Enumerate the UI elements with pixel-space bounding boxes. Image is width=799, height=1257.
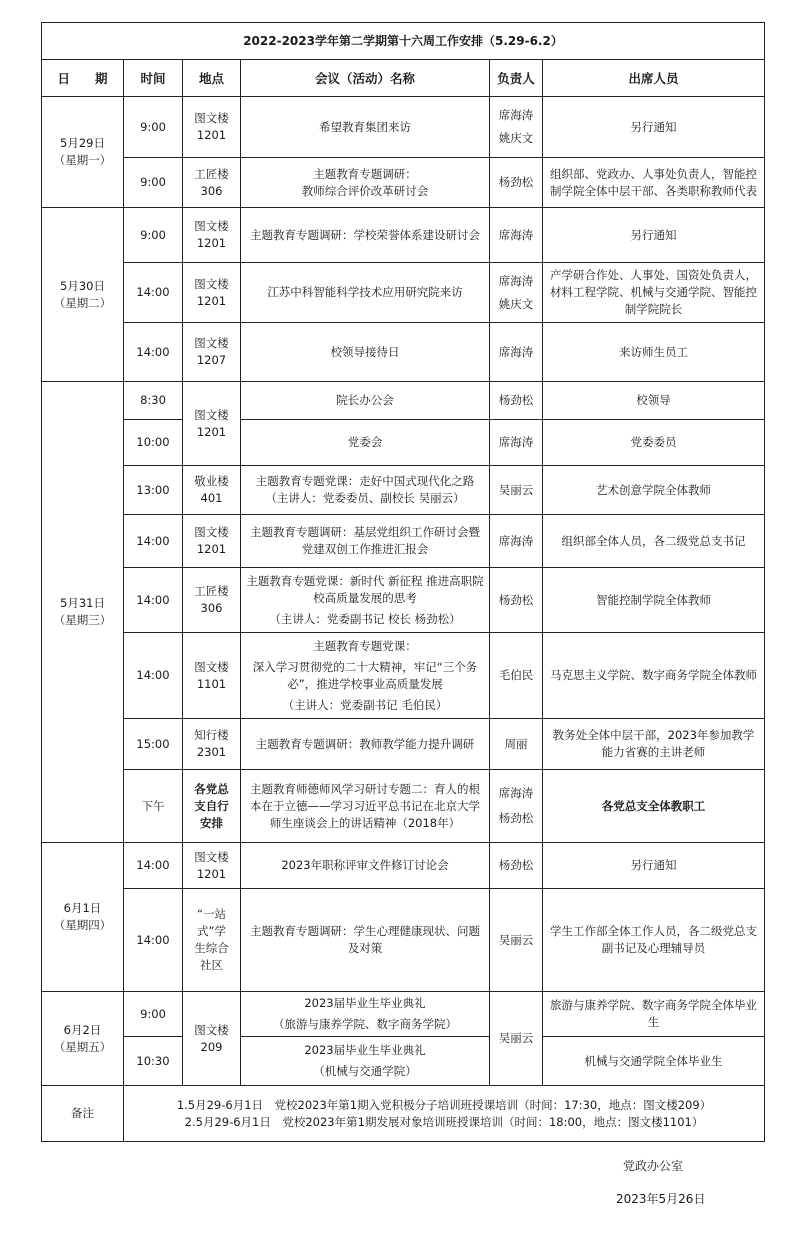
attendees-cell: 旅游与康养学院、数字商务学院全体毕业生 (543, 992, 765, 1037)
time-cell: 10:30 (124, 1037, 183, 1086)
table-row (42, 263, 765, 323)
attendees-cell: 另行通知 (543, 208, 765, 263)
header-attendees: 出席人员 (543, 60, 765, 97)
notes-cell (124, 1086, 765, 1142)
table-row (42, 208, 765, 263)
time-cell: 13:00 (124, 466, 183, 515)
meeting-cell: 2023年职称评审文件修订讨论会 (241, 843, 490, 889)
weekday-label: （星期一） (53, 153, 112, 167)
date-label: 6月1日 (63, 901, 102, 915)
meeting-cell: 主题教育师德师风学习研讨专题二：育人的根本在于立德——学习习近平总书记在北京大学师生座谈会上的讲话精神（2018年） (241, 770, 490, 843)
meeting-cell: 主题教育专题调研： 教师综合评价改革研讨会 (241, 158, 490, 208)
attendees-cell: 来访师生员工 (543, 323, 765, 382)
place-cell: 各党总 支自行 安排 (183, 770, 241, 843)
time-cell: 15:00 (124, 719, 183, 770)
date-cell (42, 208, 124, 382)
person-cell: 吴丽云 (490, 466, 543, 515)
meeting-cell: 2023届毕业生毕业典礼 （机械与交通学院） (241, 1037, 490, 1086)
time-cell: 9:00 (124, 158, 183, 208)
person-cell: 毛伯民 (490, 633, 543, 719)
meeting-cell: 党委会 (241, 420, 490, 466)
time-cell: 下午 (124, 770, 183, 843)
date-label: 5月29日 (60, 136, 105, 150)
attendees-cell: 机械与交通学院全体毕业生 (543, 1037, 765, 1086)
table-row (42, 382, 765, 420)
schedule-table (41, 22, 765, 1142)
header-person: 负责人 (490, 60, 543, 97)
note-item: 1.5月29-6月1日 党校2023年第1期入党积极分子培训班授课培训（时间：17:30，地点：图文楼209） (176, 1097, 712, 1112)
table-row (42, 889, 765, 992)
person-cell: 席海涛 姚庆文 (490, 263, 543, 323)
meeting-cell: 主题教育专题党课： 深入学习贯彻党的二十大精神，牢记“三个务必”，推进学校事业高质量发展 （主讲人：党委副书记 毛伯民） (241, 633, 490, 719)
time-cell: 9:00 (124, 97, 183, 158)
table-row (42, 323, 765, 382)
meeting-cell: 校领导接待日 (241, 323, 490, 382)
weekday-label: （星期四） (53, 918, 112, 932)
attendees-cell: 组织部全体人员，各二级党总支书记 (543, 515, 765, 568)
place-cell: 图文楼 1201 (183, 515, 241, 568)
table-row (42, 158, 765, 208)
attendees-cell: 智能控制学院全体教师 (543, 568, 765, 633)
table-row (42, 719, 765, 770)
attendees-cell: 另行通知 (543, 97, 765, 158)
attendees-cell: 艺术创意学院全体教师 (543, 466, 765, 515)
meeting-cell: 主题教育专题调研：基层党组织工作研讨会暨党建双创工作推进汇报会 (241, 515, 490, 568)
attendees-cell: 另行通知 (543, 843, 765, 889)
place-cell: 图文楼 1201 (183, 263, 241, 323)
issue-date: 2023年5月26日 (616, 1192, 706, 1206)
place-cell: 图文楼 1201 (183, 97, 241, 158)
person-cell: 吴丽云 (490, 992, 543, 1086)
table-row (42, 770, 765, 843)
table-row (42, 515, 765, 568)
place-cell: 工匠楼 306 (183, 568, 241, 633)
weekday-label: （星期二） (53, 295, 112, 310)
time-cell: 14:00 (124, 568, 183, 633)
meeting-cell: 江苏中科智能科学技术应用研究院来访 (241, 263, 490, 323)
time-cell: 14:00 (124, 263, 183, 323)
date-label: 5月30日 (60, 278, 105, 293)
header-row (42, 60, 765, 97)
issuing-office: 党政办公室 (623, 1159, 684, 1173)
place-cell: 图文楼 1101 (183, 633, 241, 719)
date-label: 6月2日 (63, 1022, 102, 1037)
header-place: 地点 (183, 60, 241, 97)
notes-row (42, 1086, 765, 1142)
date-label: 5月31日 (60, 596, 105, 610)
person-cell: 席海涛 (490, 420, 543, 466)
header-date: 日 期 (42, 60, 124, 97)
person-cell: 席海涛 杨劲松 (490, 770, 543, 843)
page-title: 2022-2023学年第二学期第十六周工作安排（5.29-6.2） (42, 23, 765, 60)
attendees-cell: 各党总支全体教职工 (543, 770, 765, 843)
table-row (42, 992, 765, 1037)
attendees-cell: 学生工作部全体工作人员，各二级党总支副书记及心理辅导员 (543, 889, 765, 992)
person-cell: 席海涛 (490, 515, 543, 568)
person-cell: 杨劲松 (490, 382, 543, 420)
attendees-cell: 组织部、党政办、人事处负责人，智能控制学院全体中层干部、各类职称教师代表 (543, 158, 765, 208)
meeting-cell: 希望教育集团来访 (241, 97, 490, 158)
date-cell (42, 843, 124, 992)
weekday-label: （星期五） (53, 1039, 112, 1054)
table-row (42, 466, 765, 515)
person-cell: 杨劲松 (490, 843, 543, 889)
time-cell: 14:00 (124, 515, 183, 568)
place-cell: 图文楼 209 (183, 992, 241, 1086)
notes-label: 备注 (42, 1086, 124, 1142)
place-cell: 图文楼 1201 (183, 382, 241, 466)
meeting-cell: 主题教育专题调研：学生心理健康现状、问题及对策 (241, 889, 490, 992)
table-row (42, 1037, 765, 1086)
table-row (42, 420, 765, 466)
time-cell: 14:00 (124, 889, 183, 992)
meeting-cell: 院长办公会 (241, 382, 490, 420)
time-cell: 9:00 (124, 992, 183, 1037)
table-row (42, 843, 765, 889)
person-cell: 席海涛 姚庆文 (490, 97, 543, 158)
person-cell: 席海涛 (490, 208, 543, 263)
place-cell: 敬业楼 401 (183, 466, 241, 515)
place-cell: 知行楼 2301 (183, 719, 241, 770)
attendees-cell: 党委委员 (543, 420, 765, 466)
person-cell: 周丽 (490, 719, 543, 770)
header-meeting: 会议（活动）名称 (241, 60, 490, 97)
time-cell: 8:30 (124, 382, 183, 420)
place-cell: 工匠楼 306 (183, 158, 241, 208)
attendees-cell: 教务处全体中层干部，2023年参加教学能力省赛的主讲老师 (543, 719, 765, 770)
meeting-cell: 主题教育专题调研：学校荣誉体系建设研讨会 (241, 208, 490, 263)
person-cell: 席海涛 (490, 323, 543, 382)
date-cell (42, 382, 124, 843)
person-cell: 吴丽云 (490, 889, 543, 992)
time-cell: 9:00 (124, 208, 183, 263)
header-time: 时间 (124, 60, 183, 97)
time-cell: 14:00 (124, 633, 183, 719)
attendees-cell: 校领导 (543, 382, 765, 420)
place-cell: 图文楼 1201 (183, 208, 241, 263)
table-row (42, 568, 765, 633)
time-cell: 14:00 (124, 323, 183, 382)
person-cell: 杨劲松 (490, 158, 543, 208)
date-cell (42, 992, 124, 1086)
time-cell: 10:00 (124, 420, 183, 466)
time-cell: 14:00 (124, 843, 183, 889)
meeting-cell: 主题教育专题党课：新时代 新征程 推进高职院校高质量发展的思考 （主讲人：党委副书记 校长 杨劲松） (241, 568, 490, 633)
attendees-cell: 产学研合作处、人事处、国资处负责人，材料工程学院、机械与交通学院、智能控制学院院长 (543, 263, 765, 323)
weekday-label: （星期三） (53, 613, 112, 627)
meeting-cell: 主题教育专题调研：教师教学能力提升调研 (241, 719, 490, 770)
table-row (42, 633, 765, 719)
meeting-cell: 主题教育专题党课：走好中国式现代化之路（主讲人：党委委员、副校长 吴丽云） (241, 466, 490, 515)
meeting-cell: 2023届毕业生毕业典礼 （旅游与康养学院、数字商务学院） (241, 992, 490, 1037)
place-cell: 图文楼 1201 (183, 843, 241, 889)
note-item: 2.5月29-6月1日 党校2023年第1期发展对象培训班授课培训（时间：18:00，地点：图文楼1101） (184, 1114, 704, 1129)
place-cell: 图文楼 1207 (183, 323, 241, 382)
person-cell: 杨劲松 (490, 568, 543, 633)
date-cell (42, 97, 124, 208)
table-row (42, 97, 765, 158)
place-cell: “一站 式”学 生综合 社区 (183, 889, 241, 992)
attendees-cell: 马克思主义学院、数字商务学院全体教师 (543, 633, 765, 719)
